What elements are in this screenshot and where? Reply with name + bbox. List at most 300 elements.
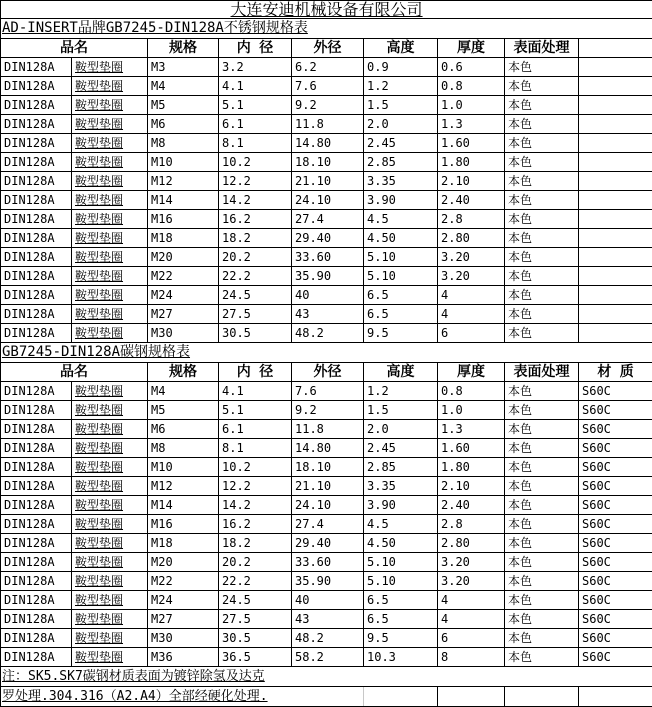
cell-surface: 本色 — [505, 648, 579, 667]
cell-name: 鞍型垫圈 — [72, 439, 148, 458]
table-row — [1, 248, 652, 267]
cell-inner: 5.1 — [219, 401, 292, 420]
cell-brand: DIN128A — [1, 553, 72, 572]
cell-inner: 27.5 — [219, 610, 292, 629]
table-row — [1, 401, 652, 420]
cell-inner: 30.5 — [219, 629, 292, 648]
cell-height: 0.9 — [364, 58, 438, 77]
cell-height: 5.10 — [364, 553, 438, 572]
cell-inner: 24.5 — [219, 591, 292, 610]
table2-caption-row — [1, 343, 652, 363]
cell-surface: 本色 — [505, 324, 579, 343]
header-inner-diameter: 内 径 — [219, 363, 292, 382]
header-thickness: 厚度 — [438, 39, 505, 58]
cell-thickness: 6 — [438, 324, 505, 343]
cell-surface: 本色 — [505, 610, 579, 629]
cell-thickness: 6 — [438, 629, 505, 648]
cell-inner: 16.2 — [219, 515, 292, 534]
cell-name: 鞍型垫圈 — [72, 267, 148, 286]
stainless-table-caption: AD-INSERT品牌GB7245-DIN128A不锈钢规格表 — [1, 19, 652, 39]
cell-inner: 6.1 — [219, 115, 292, 134]
cell-outer: 11.8 — [292, 115, 364, 134]
table1-header-row — [1, 39, 652, 58]
cell-thickness: 1.3 — [438, 115, 505, 134]
cell-brand: DIN128A — [1, 172, 72, 191]
cell-material: S60C — [579, 553, 652, 572]
cell-surface: 本色 — [505, 210, 579, 229]
table-row — [1, 591, 652, 610]
cell-brand: DIN128A — [1, 515, 72, 534]
header-spec: 规格 — [148, 39, 219, 58]
cell-inner: 18.2 — [219, 229, 292, 248]
cell-inner: 20.2 — [219, 553, 292, 572]
header-product-name: 品名 — [1, 39, 148, 58]
cell-surface: 本色 — [505, 248, 579, 267]
cell-height: 3.35 — [364, 477, 438, 496]
table2-header-row — [1, 363, 652, 382]
cell-height: 4.5 — [364, 210, 438, 229]
cell-name: 鞍型垫圈 — [72, 210, 148, 229]
cell-material: S60C — [579, 591, 652, 610]
cell-outer: 35.90 — [292, 267, 364, 286]
cell-thickness: 2.80 — [438, 229, 505, 248]
cell-spec: M30 — [148, 629, 219, 648]
cell-inner: 16.2 — [219, 210, 292, 229]
cell-spec: M8 — [148, 134, 219, 153]
cell-height: 2.45 — [364, 439, 438, 458]
cell-brand: DIN128A — [1, 324, 72, 343]
cell-spec: M6 — [148, 420, 219, 439]
cell-thickness: 0.8 — [438, 77, 505, 96]
cell-material: S60C — [579, 439, 652, 458]
cell-spec: M24 — [148, 591, 219, 610]
cell-inner: 22.2 — [219, 572, 292, 591]
cell-brand: DIN128A — [1, 591, 72, 610]
table-row — [1, 572, 652, 591]
cell-thickness: 3.20 — [438, 553, 505, 572]
cell-surface: 本色 — [505, 477, 579, 496]
cell-height: 4.50 — [364, 534, 438, 553]
company-title: 大连安迪机械设备有限公司 — [1, 1, 652, 19]
cell-height: 2.85 — [364, 458, 438, 477]
cell-outer: 29.40 — [292, 534, 364, 553]
cell-name: 鞍型垫圈 — [72, 610, 148, 629]
cell-brand: DIN128A — [1, 115, 72, 134]
cell-name: 鞍型垫圈 — [72, 458, 148, 477]
cell-spec: M4 — [148, 77, 219, 96]
cell-inner: 12.2 — [219, 172, 292, 191]
cell-surface: 本色 — [505, 153, 579, 172]
cell-spec: M12 — [148, 477, 219, 496]
cell-spec: M20 — [148, 553, 219, 572]
cell-surface: 本色 — [505, 496, 579, 515]
cell-brand: DIN128A — [1, 382, 72, 401]
cell-brand: DIN128A — [1, 210, 72, 229]
cell-material — [579, 229, 652, 248]
cell-height: 2.0 — [364, 115, 438, 134]
cell-inner: 8.1 — [219, 134, 292, 153]
cell-spec: M27 — [148, 610, 219, 629]
empty-cell — [364, 687, 438, 707]
cell-spec: M24 — [148, 286, 219, 305]
cell-name: 鞍型垫圈 — [72, 382, 148, 401]
cell-surface: 本色 — [505, 134, 579, 153]
cell-brand: DIN128A — [1, 286, 72, 305]
header-outer-diameter: 外径 — [292, 363, 364, 382]
cell-inner: 36.5 — [219, 648, 292, 667]
header-height: 高度 — [364, 39, 438, 58]
cell-outer: 18.10 — [292, 153, 364, 172]
cell-height: 5.10 — [364, 267, 438, 286]
note-row-2 — [1, 687, 652, 707]
cell-height: 1.2 — [364, 382, 438, 401]
cell-height: 2.85 — [364, 153, 438, 172]
cell-thickness: 3.20 — [438, 248, 505, 267]
header-spec: 规格 — [148, 363, 219, 382]
cell-surface: 本色 — [505, 439, 579, 458]
cell-material: S60C — [579, 515, 652, 534]
cell-height: 3.90 — [364, 496, 438, 515]
cell-name: 鞍型垫圈 — [72, 172, 148, 191]
table-row — [1, 496, 652, 515]
cell-brand: DIN128A — [1, 420, 72, 439]
cell-material — [579, 58, 652, 77]
cell-inner: 4.1 — [219, 382, 292, 401]
cell-spec: M22 — [148, 572, 219, 591]
cell-spec: M10 — [148, 458, 219, 477]
cell-material — [579, 96, 652, 115]
cell-brand: DIN128A — [1, 610, 72, 629]
cell-outer: 11.8 — [292, 420, 364, 439]
cell-name: 鞍型垫圈 — [72, 420, 148, 439]
cell-material — [579, 324, 652, 343]
cell-name: 鞍型垫圈 — [72, 572, 148, 591]
cell-brand: DIN128A — [1, 648, 72, 667]
cell-inner: 14.2 — [219, 496, 292, 515]
cell-outer: 33.60 — [292, 248, 364, 267]
cell-name: 鞍型垫圈 — [72, 96, 148, 115]
cell-material — [579, 115, 652, 134]
cell-surface: 本色 — [505, 382, 579, 401]
cell-name: 鞍型垫圈 — [72, 229, 148, 248]
cell-surface: 本色 — [505, 229, 579, 248]
cell-outer: 48.2 — [292, 324, 364, 343]
cell-outer: 40 — [292, 591, 364, 610]
cell-material: S60C — [579, 534, 652, 553]
cell-thickness: 4 — [438, 305, 505, 324]
cell-brand: DIN128A — [1, 305, 72, 324]
cell-outer: 9.2 — [292, 96, 364, 115]
cell-name: 鞍型垫圈 — [72, 324, 148, 343]
table-row — [1, 229, 652, 248]
cell-thickness: 1.60 — [438, 439, 505, 458]
cell-name: 鞍型垫圈 — [72, 401, 148, 420]
cell-material: S60C — [579, 572, 652, 591]
cell-brand: DIN128A — [1, 572, 72, 591]
cell-thickness: 1.0 — [438, 401, 505, 420]
cell-height: 6.5 — [364, 305, 438, 324]
table-row — [1, 191, 652, 210]
cell-outer: 40 — [292, 286, 364, 305]
cell-thickness: 2.10 — [438, 172, 505, 191]
cell-thickness: 1.80 — [438, 458, 505, 477]
cell-spec: M14 — [148, 191, 219, 210]
cell-inner: 10.2 — [219, 153, 292, 172]
cell-spec: M3 — [148, 58, 219, 77]
cell-surface: 本色 — [505, 191, 579, 210]
cell-spec: M6 — [148, 115, 219, 134]
cell-outer: 43 — [292, 610, 364, 629]
table1-body — [1, 58, 652, 343]
cell-brand: DIN128A — [1, 496, 72, 515]
cell-inner: 12.2 — [219, 477, 292, 496]
note-line-1: 注：SK5.SK7碳钢材质表面为镀锌除氢及达克 — [1, 667, 652, 687]
header-outer-diameter: 外径 — [292, 39, 364, 58]
cell-name: 鞍型垫圈 — [72, 286, 148, 305]
cell-spec: M5 — [148, 401, 219, 420]
cell-outer: 18.10 — [292, 458, 364, 477]
cell-material: S60C — [579, 610, 652, 629]
cell-height: 4.50 — [364, 229, 438, 248]
cell-surface: 本色 — [505, 77, 579, 96]
cell-material — [579, 248, 652, 267]
table-row — [1, 172, 652, 191]
table-row — [1, 534, 652, 553]
cell-thickness: 0.8 — [438, 382, 505, 401]
cell-spec: M5 — [148, 96, 219, 115]
table-row — [1, 210, 652, 229]
cell-brand: DIN128A — [1, 153, 72, 172]
cell-spec: M18 — [148, 534, 219, 553]
cell-brand: DIN128A — [1, 96, 72, 115]
cell-name: 鞍型垫圈 — [72, 153, 148, 172]
cell-height: 2.45 — [364, 134, 438, 153]
cell-surface: 本色 — [505, 629, 579, 648]
cell-name: 鞍型垫圈 — [72, 629, 148, 648]
cell-thickness: 1.0 — [438, 96, 505, 115]
cell-thickness: 2.8 — [438, 210, 505, 229]
cell-material: S60C — [579, 477, 652, 496]
cell-material: S60C — [579, 458, 652, 477]
cell-outer: 43 — [292, 305, 364, 324]
cell-inner: 24.5 — [219, 286, 292, 305]
cell-material — [579, 77, 652, 96]
cell-material: S60C — [579, 382, 652, 401]
cell-inner: 3.2 — [219, 58, 292, 77]
cell-spec: M16 — [148, 515, 219, 534]
cell-name: 鞍型垫圈 — [72, 77, 148, 96]
cell-inner: 30.5 — [219, 324, 292, 343]
table-row — [1, 648, 652, 667]
cell-outer: 21.10 — [292, 172, 364, 191]
cell-inner: 20.2 — [219, 248, 292, 267]
cell-spec: M36 — [148, 648, 219, 667]
cell-height: 4.5 — [364, 515, 438, 534]
cell-surface: 本色 — [505, 115, 579, 134]
cell-outer: 35.90 — [292, 572, 364, 591]
header-thickness: 厚度 — [438, 363, 505, 382]
cell-name: 鞍型垫圈 — [72, 515, 148, 534]
cell-thickness: 1.3 — [438, 420, 505, 439]
cell-height: 9.5 — [364, 629, 438, 648]
cell-brand: DIN128A — [1, 477, 72, 496]
cell-outer: 14.80 — [292, 439, 364, 458]
cell-brand: DIN128A — [1, 248, 72, 267]
table-row — [1, 458, 652, 477]
cell-surface: 本色 — [505, 572, 579, 591]
cell-surface: 本色 — [505, 591, 579, 610]
cell-brand: DIN128A — [1, 134, 72, 153]
cell-name: 鞍型垫圈 — [72, 553, 148, 572]
cell-thickness: 8 — [438, 648, 505, 667]
cell-inner: 4.1 — [219, 77, 292, 96]
cell-surface: 本色 — [505, 515, 579, 534]
note-line-2: 罗处理.304.316（A2.A4）全部经硬化处理. — [1, 687, 364, 707]
cell-thickness: 1.60 — [438, 134, 505, 153]
cell-outer: 21.10 — [292, 477, 364, 496]
cell-inner: 14.2 — [219, 191, 292, 210]
cell-inner: 8.1 — [219, 439, 292, 458]
cell-outer: 14.80 — [292, 134, 364, 153]
cell-material: S60C — [579, 496, 652, 515]
empty-cell — [505, 687, 579, 707]
cell-brand: DIN128A — [1, 267, 72, 286]
header-inner-diameter: 内 径 — [219, 39, 292, 58]
header-surface-treatment: 表面处理 — [505, 363, 579, 382]
cell-brand: DIN128A — [1, 191, 72, 210]
cell-brand: DIN128A — [1, 401, 72, 420]
cell-height: 2.0 — [364, 420, 438, 439]
note-row-1 — [1, 667, 652, 687]
cell-material — [579, 134, 652, 153]
cell-height: 10.3 — [364, 648, 438, 667]
table-row — [1, 153, 652, 172]
cell-name: 鞍型垫圈 — [72, 134, 148, 153]
table-row — [1, 439, 652, 458]
cell-outer: 24.10 — [292, 496, 364, 515]
cell-inner: 5.1 — [219, 96, 292, 115]
cell-name: 鞍型垫圈 — [72, 191, 148, 210]
cell-material: S60C — [579, 401, 652, 420]
cell-inner: 18.2 — [219, 534, 292, 553]
cell-spec: M30 — [148, 324, 219, 343]
cell-thickness: 2.40 — [438, 496, 505, 515]
cell-material — [579, 191, 652, 210]
table-row — [1, 324, 652, 343]
header-material — [579, 39, 652, 58]
cell-brand: DIN128A — [1, 229, 72, 248]
header-product-name: 品名 — [1, 363, 148, 382]
cell-thickness: 4 — [438, 591, 505, 610]
cell-inner: 10.2 — [219, 458, 292, 477]
cell-spec: M22 — [148, 267, 219, 286]
header-material: 材 质 — [579, 363, 652, 382]
cell-thickness: 2.8 — [438, 515, 505, 534]
cell-height: 1.2 — [364, 77, 438, 96]
table-row — [1, 477, 652, 496]
cell-inner: 22.2 — [219, 267, 292, 286]
cell-thickness: 0.6 — [438, 58, 505, 77]
cell-outer: 48.2 — [292, 629, 364, 648]
table-row — [1, 515, 652, 534]
cell-height: 3.35 — [364, 172, 438, 191]
cell-thickness: 2.80 — [438, 534, 505, 553]
cell-spec: M12 — [148, 172, 219, 191]
table-row — [1, 77, 652, 96]
empty-cell — [579, 687, 652, 707]
cell-spec: M10 — [148, 153, 219, 172]
table-row — [1, 420, 652, 439]
cell-inner: 6.1 — [219, 420, 292, 439]
cell-spec: M14 — [148, 496, 219, 515]
cell-height: 9.5 — [364, 324, 438, 343]
table-row — [1, 96, 652, 115]
cell-surface: 本色 — [505, 553, 579, 572]
cell-name: 鞍型垫圈 — [72, 248, 148, 267]
cell-surface: 本色 — [505, 286, 579, 305]
cell-material — [579, 210, 652, 229]
cell-spec: M4 — [148, 382, 219, 401]
cell-thickness: 4 — [438, 286, 505, 305]
cell-spec: M20 — [148, 248, 219, 267]
cell-brand: DIN128A — [1, 77, 72, 96]
cell-spec: M18 — [148, 229, 219, 248]
table-row — [1, 58, 652, 77]
table-row — [1, 610, 652, 629]
cell-brand: DIN128A — [1, 534, 72, 553]
cell-thickness: 1.80 — [438, 153, 505, 172]
cell-outer: 27.4 — [292, 210, 364, 229]
cell-material — [579, 305, 652, 324]
cell-name: 鞍型垫圈 — [72, 591, 148, 610]
cell-height: 1.5 — [364, 401, 438, 420]
cell-outer: 29.40 — [292, 229, 364, 248]
cell-thickness: 2.10 — [438, 477, 505, 496]
carbon-steel-table-caption: GB7245-DIN128A碳钢规格表 — [1, 343, 652, 363]
cell-surface: 本色 — [505, 305, 579, 324]
cell-outer: 6.2 — [292, 58, 364, 77]
table-row — [1, 305, 652, 324]
table-row — [1, 134, 652, 153]
cell-brand: DIN128A — [1, 58, 72, 77]
empty-cell — [438, 687, 505, 707]
cell-thickness: 3.20 — [438, 267, 505, 286]
cell-height: 6.5 — [364, 286, 438, 305]
cell-name: 鞍型垫圈 — [72, 648, 148, 667]
cell-surface: 本色 — [505, 96, 579, 115]
cell-surface: 本色 — [505, 420, 579, 439]
table-row — [1, 629, 652, 648]
cell-height: 5.10 — [364, 248, 438, 267]
table2-body — [1, 382, 652, 667]
cell-name: 鞍型垫圈 — [72, 115, 148, 134]
cell-name: 鞍型垫圈 — [72, 496, 148, 515]
cell-thickness: 3.20 — [438, 572, 505, 591]
cell-name: 鞍型垫圈 — [72, 58, 148, 77]
cell-height: 3.90 — [364, 191, 438, 210]
cell-surface: 本色 — [505, 172, 579, 191]
table-row — [1, 553, 652, 572]
cell-name: 鞍型垫圈 — [72, 534, 148, 553]
cell-height: 6.5 — [364, 591, 438, 610]
cell-material: S60C — [579, 629, 652, 648]
table-row — [1, 286, 652, 305]
cell-outer: 7.6 — [292, 382, 364, 401]
cell-material: S60C — [579, 648, 652, 667]
cell-spec: M16 — [148, 210, 219, 229]
cell-outer: 9.2 — [292, 401, 364, 420]
cell-material: S60C — [579, 420, 652, 439]
